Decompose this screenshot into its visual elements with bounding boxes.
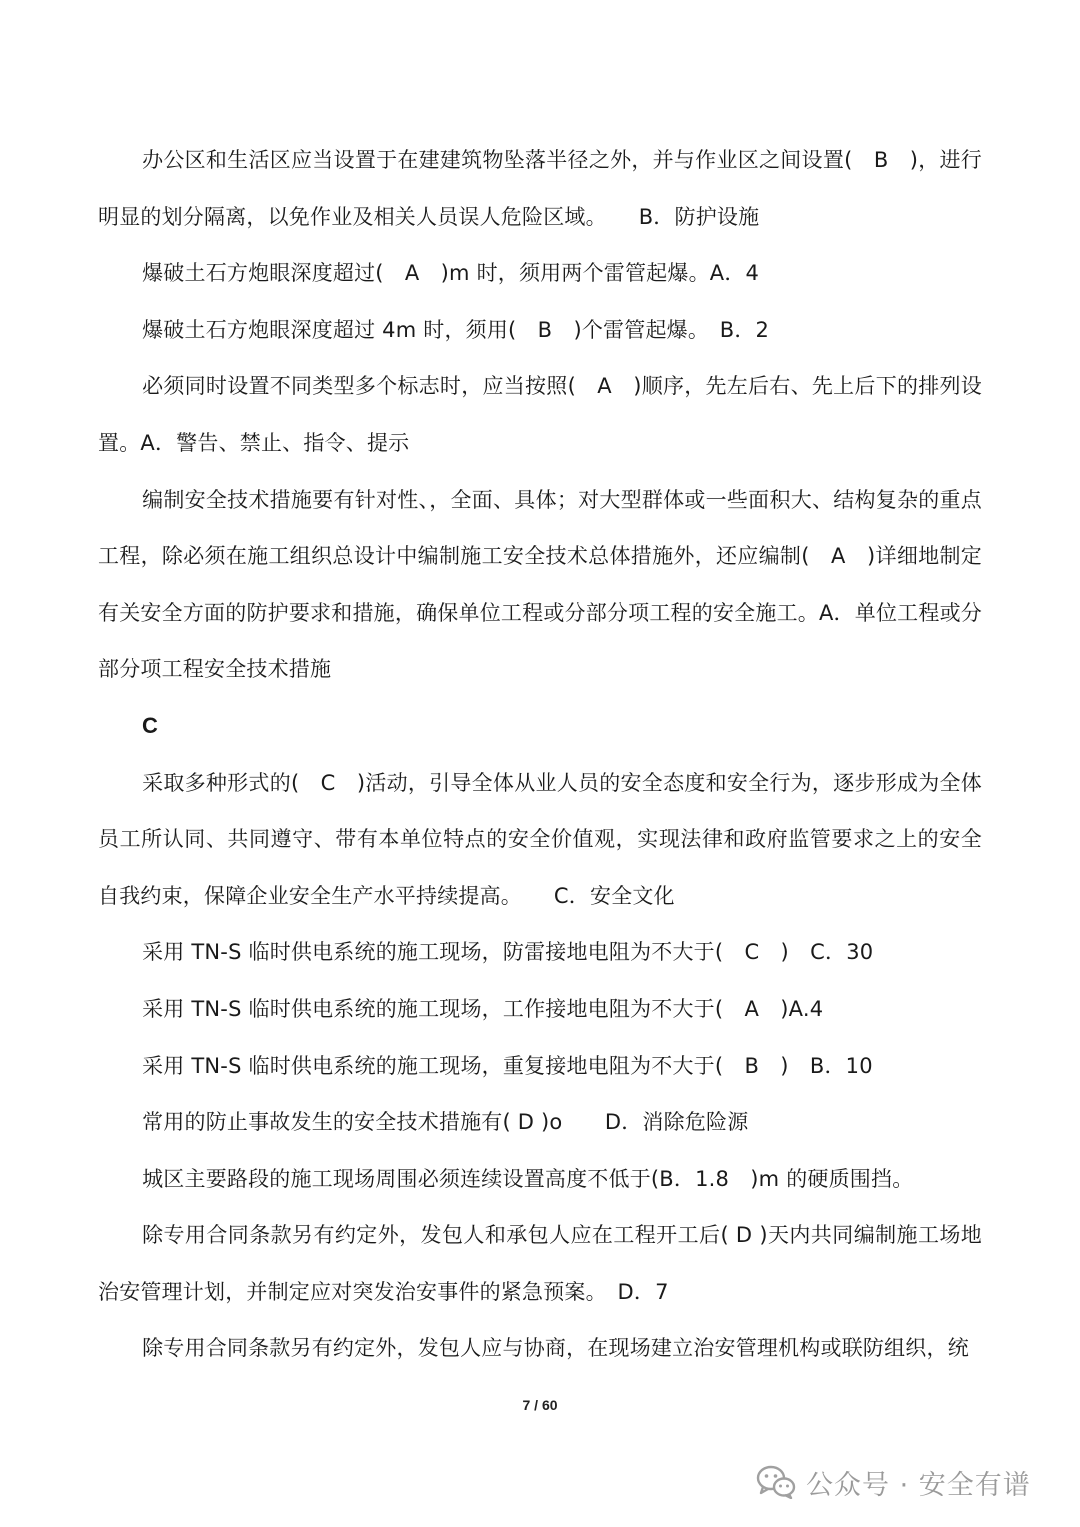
paragraph: 爆破土石方炮眼深度超过( A )m 时，须用两个雷管起爆。A．4 [142, 261, 760, 286]
paragraph: 采用 TN-S 临时供电系统的施工现场，防雷接地电阻为不大于( C ) C．30 [142, 940, 874, 965]
wechat-icon [756, 1465, 796, 1499]
paragraph: 常用的防止事故发生的安全技术措施有( D )o D．消除危险源 [142, 1110, 749, 1135]
paragraph: 必须同时设置不同类型多个标志时，应当按照( A )顺序，先左后右、先上后下的排列设置。A．警告、禁止、指令、提示 [98, 374, 982, 455]
paragraph: 除专用合同条款另有约定外，发包人和承包人应在工程开工后( D )天内共同编制施工场地治安管理计划，并制定应对突发治安事件的紧急预案。 D．7 [98, 1223, 982, 1304]
page-number: 7 / 60 [522, 1397, 558, 1413]
paragraph: 办公区和生活区应当设置于在建建筑物坠落半径之外，并与作业区之间设置( B )，进行明显的划分隔离，以免作业及相关人员误人危险区域。 B．防护设施 [98, 148, 982, 229]
paragraph: 采用 TN-S 临时供电系统的施工现场，工作接地电阻为不大于( A )A.4 [142, 996, 824, 1021]
watermark-text: 公众号 · 安全有谱 [806, 1469, 1031, 1501]
section-heading-c: C [142, 712, 158, 738]
paragraph: 城区主要路段的施工现场周围必须连续设置高度不低于(B．1.8 )m 的硬质围挡。 [142, 1166, 914, 1191]
paragraph: 采用 TN-S 临时供电系统的施工现场，重复接地电阻为不大于( B ) B．10 [142, 1053, 873, 1078]
paragraph: 除专用合同条款另有约定外，发包人应与协商，在现场建立治安管理机构或联防组织，统 [142, 1336, 969, 1361]
paragraph: 编制安全技术措施要有针对性、，全面、具体；对大型群体或一些面积大、结构复杂的重点工程，除必须在施工组织总设计中编制施工安全技术总体措施外，还应编制( A )详细地制定有关安全方面的防护要求和措施，确保单位工程或分部分项工程的安全施工。A．单位工程或分部分项工程安全技术措施 [98, 487, 982, 682]
document-body [98, 132, 982, 1377]
paragraph: 采取多种形式的( C )活动，引导全体从业人员的安全态度和安全行为，逐步形成为全体员工所认同、共同遵守、带有本单位特点的安全价值观，实现法律和政府监管要求之上的安全自我约束，保障企业安全生产水平持续提高。 C．安全文化 [98, 770, 982, 908]
paragraph: 爆破土石方炮眼深度超过 4m 时，须用( B )个雷管起爆。 B．2 [142, 317, 770, 342]
watermark [756, 1462, 1031, 1502]
